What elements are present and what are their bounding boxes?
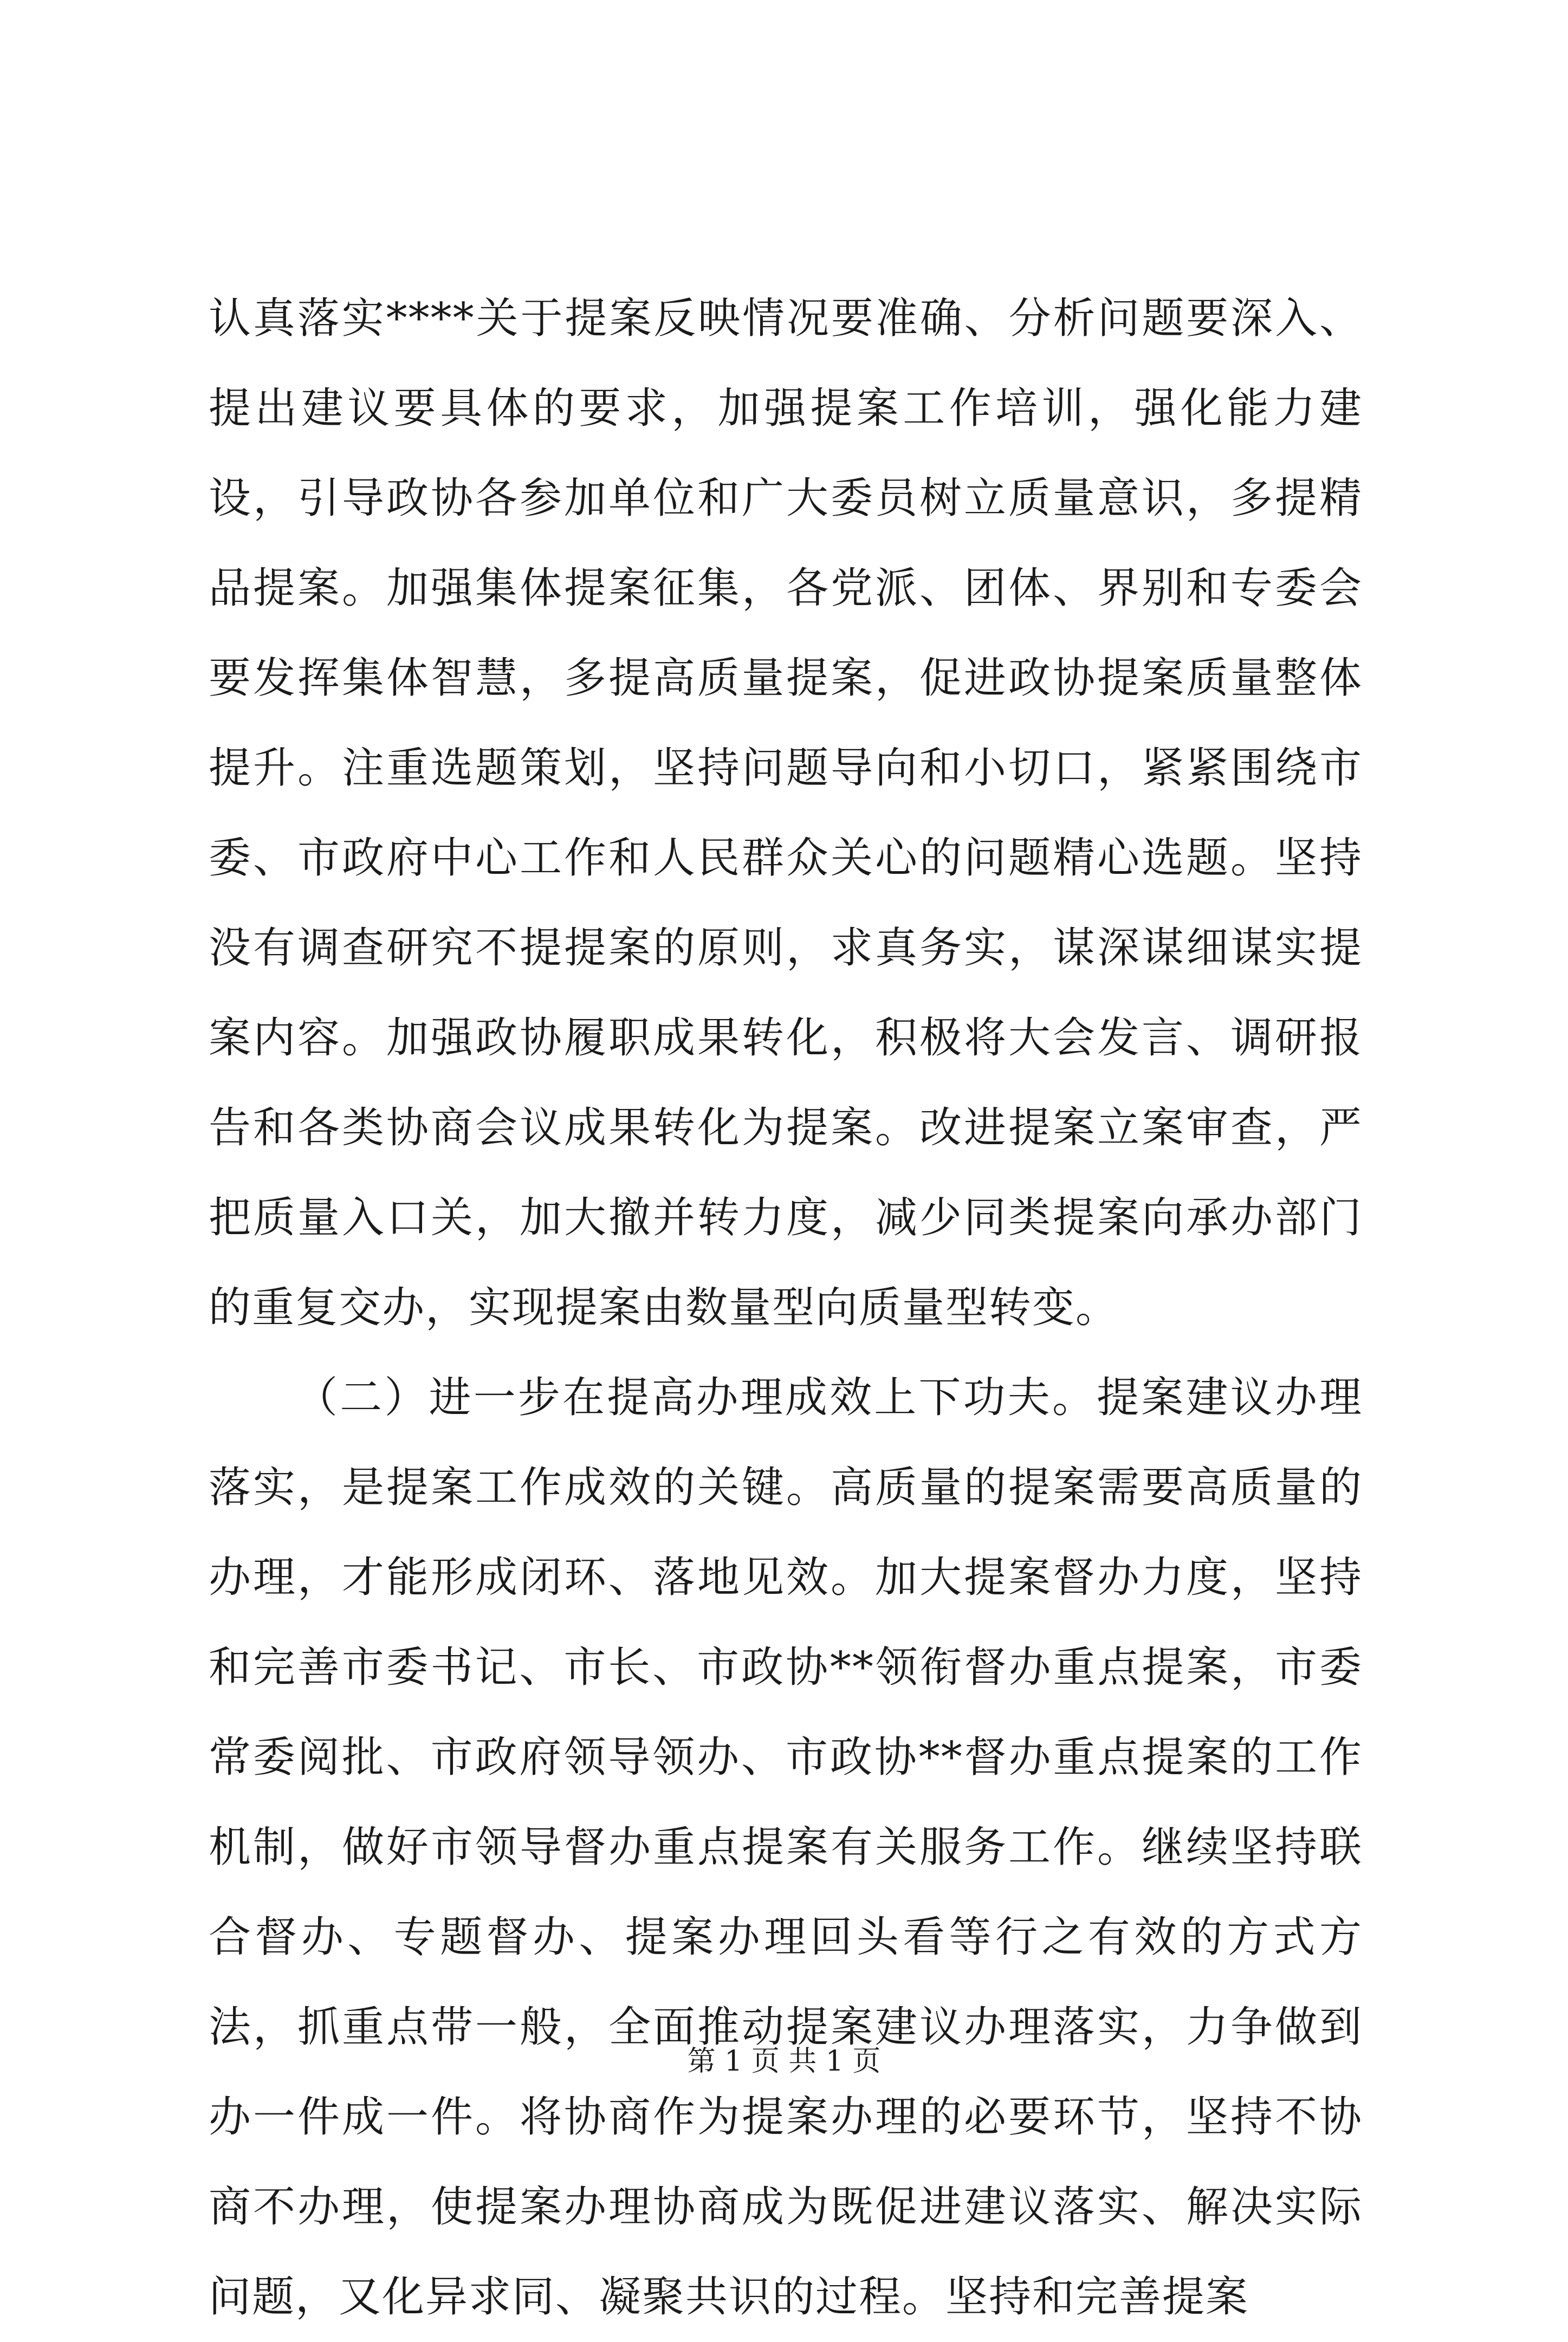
paragraph-continuation: 认真落实****关于提案反映情况要准确、分析问题要深入、提出建议要具体的要求，加强提案工作培训，强化能力建设，引导政协各参加单位和广大委员树立质量意识，多提精品提案。加强集体提案征集，各党派、团体、界别和专委会要发挥集体智慧，多提高质量提案，促进政协提案质量整体提升。注重选题策划，坚持问题导向和小切口，紧紧围绕市委、市政府中心工作和人民群众关心的问题精心选题。坚持没有调查研究不提提案的原则，求真务实，谋深谋细谋实提案内容。加强政协履职成果转化，积极将大会发言、调研报告和各类协商会议成果转化为提案。改进提案立案审查，严把质量入口关，加大撤并转力度，减少同类提案向承办部门的重复交办，实现提案由数量型向质量型转变。 [209, 294, 1363, 1332]
page-footer: 第 1 页 共 1 页 [687, 2045, 881, 2078]
document-body [209, 274, 1363, 2342]
paragraph-section-two: （二）进一步在提高办理成效上下功夫。提案建议办理落实，是提案工作成效的关键。高质量的提案需要高质量的办理，才能形成闭环、落地见效。加大提案督办力度，坚持和完善市委书记、市长、市政协**领衔督办重点提案，市委常委阅批、市政府领导领办、市政协**督办重点提案的工作机制，做好市领导督办重点提案有关服务工作。继续坚持联合督办、专题督办、提案办理回头看等行之有效的方式方法，抓重点带一般，全面推动提案建议办理落实，力争做到办一件成一件。将协商作为提案办理的必要环节，坚持不协商不办理，使提案办理协商成为既促进建议落实、解决实际问题，又化异求同、凝聚共识的过程。坚持和完善提案 [209, 1373, 1363, 2321]
